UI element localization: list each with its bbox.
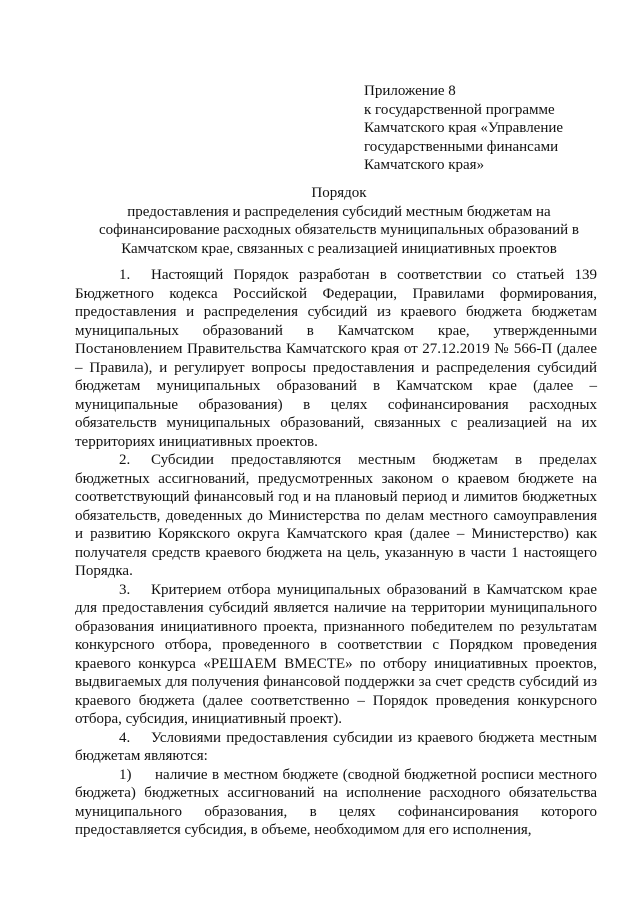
- document-title: [80, 184, 598, 258]
- title-line: софинансирование расходных обязательств муниципальных образований в: [98, 222, 580, 238]
- paragraph-number: 2.: [119, 452, 131, 468]
- appendix-note: [364, 82, 594, 175]
- subparagraph-number: 1): [119, 766, 132, 783]
- title-heading: Порядок: [311, 185, 367, 201]
- document-body: [75, 266, 597, 840]
- appendix-line: Камчатского края»: [364, 157, 485, 173]
- paragraph-2: [75, 451, 597, 581]
- paragraph-number: 4.: [119, 729, 131, 746]
- paragraph-4: [75, 729, 597, 766]
- paragraph-text: наличие в местном бюджете (сводной бюджетной росписи местного бюджета) бюджетных ассигнований на исполнение расходного обязательства муниципального образования, в целях софинансирования которого предоставляется субсидия, в объеме, необходимом для его исполнения,: [75, 766, 597, 838]
- paragraph-text: Настоящий Порядок разработан в соответствии со статьей 139 Бюджетного кодекса Российской Федерации, Правилами формирования, предоставления и распределения субсидий из краевого бюджета бюджетам муниципальных образований в Камчатском крае, утвержденными Постановлением Правительства Камчатского края от 27.12.2019 № 566-П (далее – Правила), и регулирует вопросы предоставления и распределения субсидий бюджетам муниципальных образований в Камчатском крае (далее – муниципальные образования) в целях софинансирования расходных обязательств муниципальных образований, связанных с реализацией на их территориях инициативных проектов.: [75, 267, 597, 450]
- title-line: Камчатском крае, связанных с реализацией инициативных проектов: [121, 240, 557, 257]
- paragraph-number: 1.: [119, 267, 131, 283]
- paragraph-text: Условиями предоставления субсидии из краевого бюджета местным бюджетам являются:: [75, 729, 597, 764]
- appendix-line: Приложение 8: [364, 83, 456, 99]
- appendix-line: к государственной программе: [364, 101, 555, 118]
- subparagraph-1: [75, 766, 597, 840]
- paragraph-3: [75, 581, 597, 729]
- title-line: предоставления и распределения субсидий местным бюджетам на: [127, 203, 551, 220]
- paragraph-1: [75, 266, 597, 451]
- appendix-line: государственными финансами: [364, 138, 559, 155]
- paragraph-text: Субсидии предоставляются местным бюджетам в пределах бюджетных ассигнований, предусмотренных законом о краевом бюджете на соответствующий финансовый год и на плановый период и лимитов бюджетных обязательств, доведенных до Министерства по делам местного самоуправления и развитию Корякского округа Камчатского края (далее – Министерство) как получателя средств краевого бюджета на цель, указанную в части 1 настоящего Порядка.: [75, 452, 597, 579]
- paragraph-number: 3.: [119, 581, 131, 598]
- paragraph-text: Критерием отбора муниципальных образований в Камчатском крае для предоставления субсидий является наличие на территории муниципального образования инициативного проекта, признанного победителем по результатам конкурсного отбора, проведенного в соответствии с Порядком проведения краевого конкурса «РЕШАЕМ ВМЕСТЕ» по отбору инициативных проектов, выдвигаемых для получения финансовой поддержки за счет средств субсидий из краевого бюджета (далее соответственно – Порядок проведения конкурсного отбора, субсидия, инициативный проект).: [75, 581, 597, 727]
- appendix-line: Камчатского края «Управление: [364, 120, 564, 136]
